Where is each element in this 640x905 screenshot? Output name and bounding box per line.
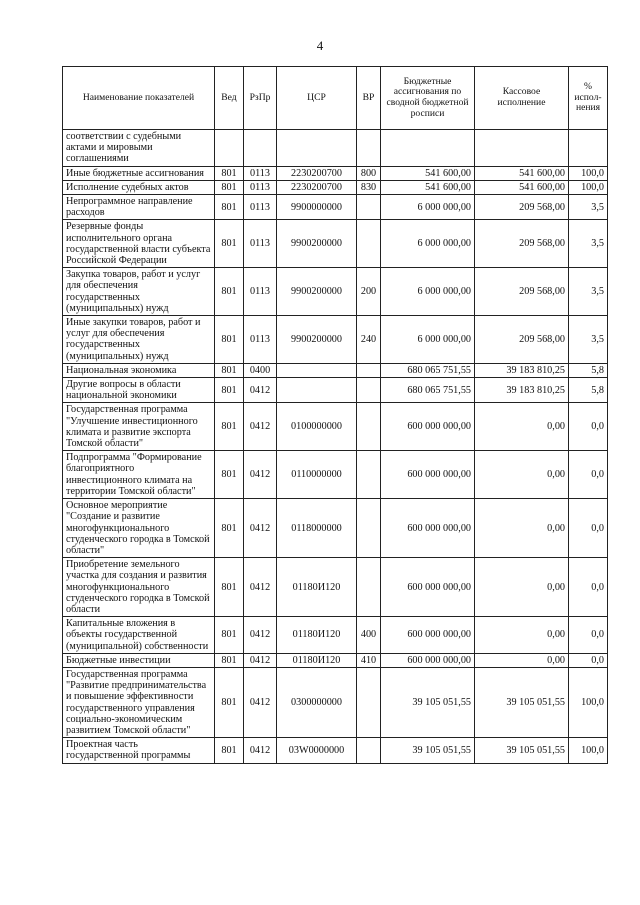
table-header-row [63,67,608,130]
cell-csr: 2230200700 [277,166,357,180]
cell-pct: 3,5 [569,316,608,364]
cell-cash: 209 568,00 [475,316,569,364]
cell-csr: 9900200000 [277,316,357,364]
cell-plan: 680 065 751,55 [381,363,475,377]
cell-vr: 410 [357,653,381,667]
table-row [63,316,608,364]
cell-rzpr: 0113 [244,268,277,316]
cell-ved: 801 [215,738,244,763]
cell-pct: 0,0 [569,403,608,451]
table-row [63,195,608,220]
cell-cash [475,130,569,167]
table-row [63,558,608,617]
cell-csr: 9900200000 [277,220,357,268]
cell-ved: 801 [215,378,244,403]
table-row [63,220,608,268]
cell-pct: 5,8 [569,363,608,377]
cell-cash: 209 568,00 [475,268,569,316]
table-row [63,166,608,180]
table-row [63,499,608,558]
cell-plan: 6 000 000,00 [381,220,475,268]
cell-csr: 0110000000 [277,451,357,499]
cell-ved: 801 [215,617,244,654]
cell-csr: 01180И120 [277,653,357,667]
cell-ved: 801 [215,220,244,268]
cell-vr [357,667,381,737]
cell-vr: 240 [357,316,381,364]
cell-cash: 0,00 [475,653,569,667]
cell-rzpr: 0113 [244,166,277,180]
cell-ved: 801 [215,180,244,194]
cell-plan: 600 000 000,00 [381,617,475,654]
cell-plan: 541 600,00 [381,180,475,194]
cell-vr [357,130,381,167]
cell-name: Государственная программа "Улучшение инвестиционного климата и развитие экспорта Томской области" [63,403,215,451]
cell-cash: 209 568,00 [475,195,569,220]
cell-vr [357,499,381,558]
cell-plan: 39 105 051,55 [381,738,475,763]
cell-csr: 01180И120 [277,617,357,654]
cell-ved [215,130,244,167]
cell-cash: 541 600,00 [475,180,569,194]
cell-ved: 801 [215,195,244,220]
cell-rzpr: 0412 [244,667,277,737]
cell-vr [357,403,381,451]
cell-cash: 0,00 [475,617,569,654]
cell-name: Бюджетные инвестиции [63,653,215,667]
header-rzpr: РзПр [244,67,277,130]
cell-pct: 0,0 [569,653,608,667]
cell-rzpr: 0113 [244,180,277,194]
cell-vr [357,220,381,268]
header-plan: Бюджетные ассигнования по сводной бюджетной росписи [381,67,475,130]
cell-csr [277,363,357,377]
cell-rzpr: 0412 [244,617,277,654]
cell-pct: 5,8 [569,378,608,403]
cell-vr [357,195,381,220]
cell-cash: 39 105 051,55 [475,738,569,763]
header-name: Наименование показателей [63,67,215,130]
cell-vr [357,378,381,403]
cell-vr [357,363,381,377]
cell-csr: 01180И120 [277,558,357,617]
cell-plan: 6 000 000,00 [381,316,475,364]
cell-name: Закупка товаров, работ и услуг для обеспечения государственных (муниципальных) нужд [63,268,215,316]
cell-csr: 0300000000 [277,667,357,737]
table-body [63,130,608,764]
cell-pct: 0,0 [569,451,608,499]
cell-plan: 6 000 000,00 [381,195,475,220]
table-row [63,180,608,194]
cell-pct: 0,0 [569,617,608,654]
cell-pct [569,130,608,167]
cell-name: соответствии с судебными актами и мировыми соглашениями [63,130,215,167]
cell-plan [381,130,475,167]
cell-ved: 801 [215,667,244,737]
cell-rzpr: 0113 [244,195,277,220]
cell-cash: 0,00 [475,499,569,558]
cell-ved: 801 [215,363,244,377]
table-row [63,403,608,451]
cell-ved: 801 [215,499,244,558]
cell-rzpr: 0412 [244,403,277,451]
cell-ved: 801 [215,653,244,667]
header-vr: ВР [357,67,381,130]
table-row [63,451,608,499]
header-ved: Вед [215,67,244,130]
cell-plan: 6 000 000,00 [381,268,475,316]
cell-csr: 0100000000 [277,403,357,451]
cell-cash: 0,00 [475,403,569,451]
cell-name: Государственная программа "Развитие предпринимательства и повышение эффективности государственного управления социально-экономическим развитием Томской области" [63,667,215,737]
cell-vr [357,451,381,499]
cell-vr [357,738,381,763]
cell-name: Национальная экономика [63,363,215,377]
cell-csr [277,378,357,403]
cell-name: Исполнение судебных актов [63,180,215,194]
cell-ved: 801 [215,268,244,316]
table-row [63,363,608,377]
cell-pct: 3,5 [569,268,608,316]
cell-csr: 2230200700 [277,180,357,194]
table-row [63,667,608,737]
cell-pct: 100,0 [569,667,608,737]
cell-rzpr: 0412 [244,451,277,499]
cell-ved: 801 [215,451,244,499]
cell-plan: 39 105 051,55 [381,667,475,737]
cell-csr [277,130,357,167]
cell-ved: 801 [215,316,244,364]
table-row [63,617,608,654]
cell-name: Подпрограмма "Формирование благоприятного инвестиционного климата на территории Томской области" [63,451,215,499]
cell-rzpr: 0412 [244,653,277,667]
cell-rzpr: 0412 [244,378,277,403]
cell-rzpr: 0113 [244,220,277,268]
cell-plan: 600 000 000,00 [381,558,475,617]
cell-rzpr: 0400 [244,363,277,377]
cell-cash: 39 183 810,25 [475,378,569,403]
cell-rzpr: 0412 [244,738,277,763]
cell-pct: 100,0 [569,180,608,194]
cell-ved: 801 [215,166,244,180]
cell-csr: 9900000000 [277,195,357,220]
cell-csr: 03W0000000 [277,738,357,763]
cell-name: Иные бюджетные ассигнования [63,166,215,180]
header-cash: Кассовое исполнение [475,67,569,130]
cell-cash: 541 600,00 [475,166,569,180]
cell-ved: 801 [215,558,244,617]
cell-plan: 600 000 000,00 [381,451,475,499]
cell-csr: 9900200000 [277,268,357,316]
cell-plan: 600 000 000,00 [381,403,475,451]
table-row [63,268,608,316]
cell-vr: 830 [357,180,381,194]
cell-cash: 39 183 810,25 [475,363,569,377]
cell-vr: 200 [357,268,381,316]
cell-cash: 0,00 [475,451,569,499]
cell-cash: 39 105 051,55 [475,667,569,737]
cell-plan: 600 000 000,00 [381,499,475,558]
cell-vr [357,558,381,617]
cell-csr: 0118000000 [277,499,357,558]
cell-pct: 3,5 [569,195,608,220]
table-row [63,378,608,403]
cell-vr: 400 [357,617,381,654]
cell-pct: 100,0 [569,738,608,763]
cell-rzpr [244,130,277,167]
cell-name: Приобретение земельного участка для создания и развития многофункционального студенческого городка в Томской области [63,558,215,617]
cell-name: Капитальные вложения в объекты государственной (муниципальной) собственности [63,617,215,654]
cell-name: Другие вопросы в области национальной экономики [63,378,215,403]
cell-plan: 680 065 751,55 [381,378,475,403]
table-row [63,653,608,667]
header-csr: ЦСР [277,67,357,130]
header-pct: % испол-нения [569,67,608,130]
cell-pct: 3,5 [569,220,608,268]
cell-pct: 100,0 [569,166,608,180]
page-number: 4 [316,38,324,53]
cell-name: Резервные фонды исполнительного органа государственной власти субъекта Российской Федерации [63,220,215,268]
cell-pct: 0,0 [569,499,608,558]
cell-ved: 801 [215,403,244,451]
table-row [63,738,608,763]
cell-cash: 209 568,00 [475,220,569,268]
cell-name: Непрограммное направление расходов [63,195,215,220]
cell-rzpr: 0412 [244,499,277,558]
cell-cash: 0,00 [475,558,569,617]
cell-vr: 800 [357,166,381,180]
cell-rzpr: 0113 [244,316,277,364]
cell-plan: 541 600,00 [381,166,475,180]
cell-name: Проектная часть государственной программы [63,738,215,763]
table-row [63,130,608,167]
budget-execution-table [62,66,608,764]
cell-pct: 0,0 [569,558,608,617]
cell-name: Иные закупки товаров, работ и услуг для обеспечения государственных (муниципальных) нужд [63,316,215,364]
cell-plan: 600 000 000,00 [381,653,475,667]
cell-name: Основное мероприятие "Создание и развитие многофункционального студенческого городка в Томской области" [63,499,215,558]
cell-rzpr: 0412 [244,558,277,617]
